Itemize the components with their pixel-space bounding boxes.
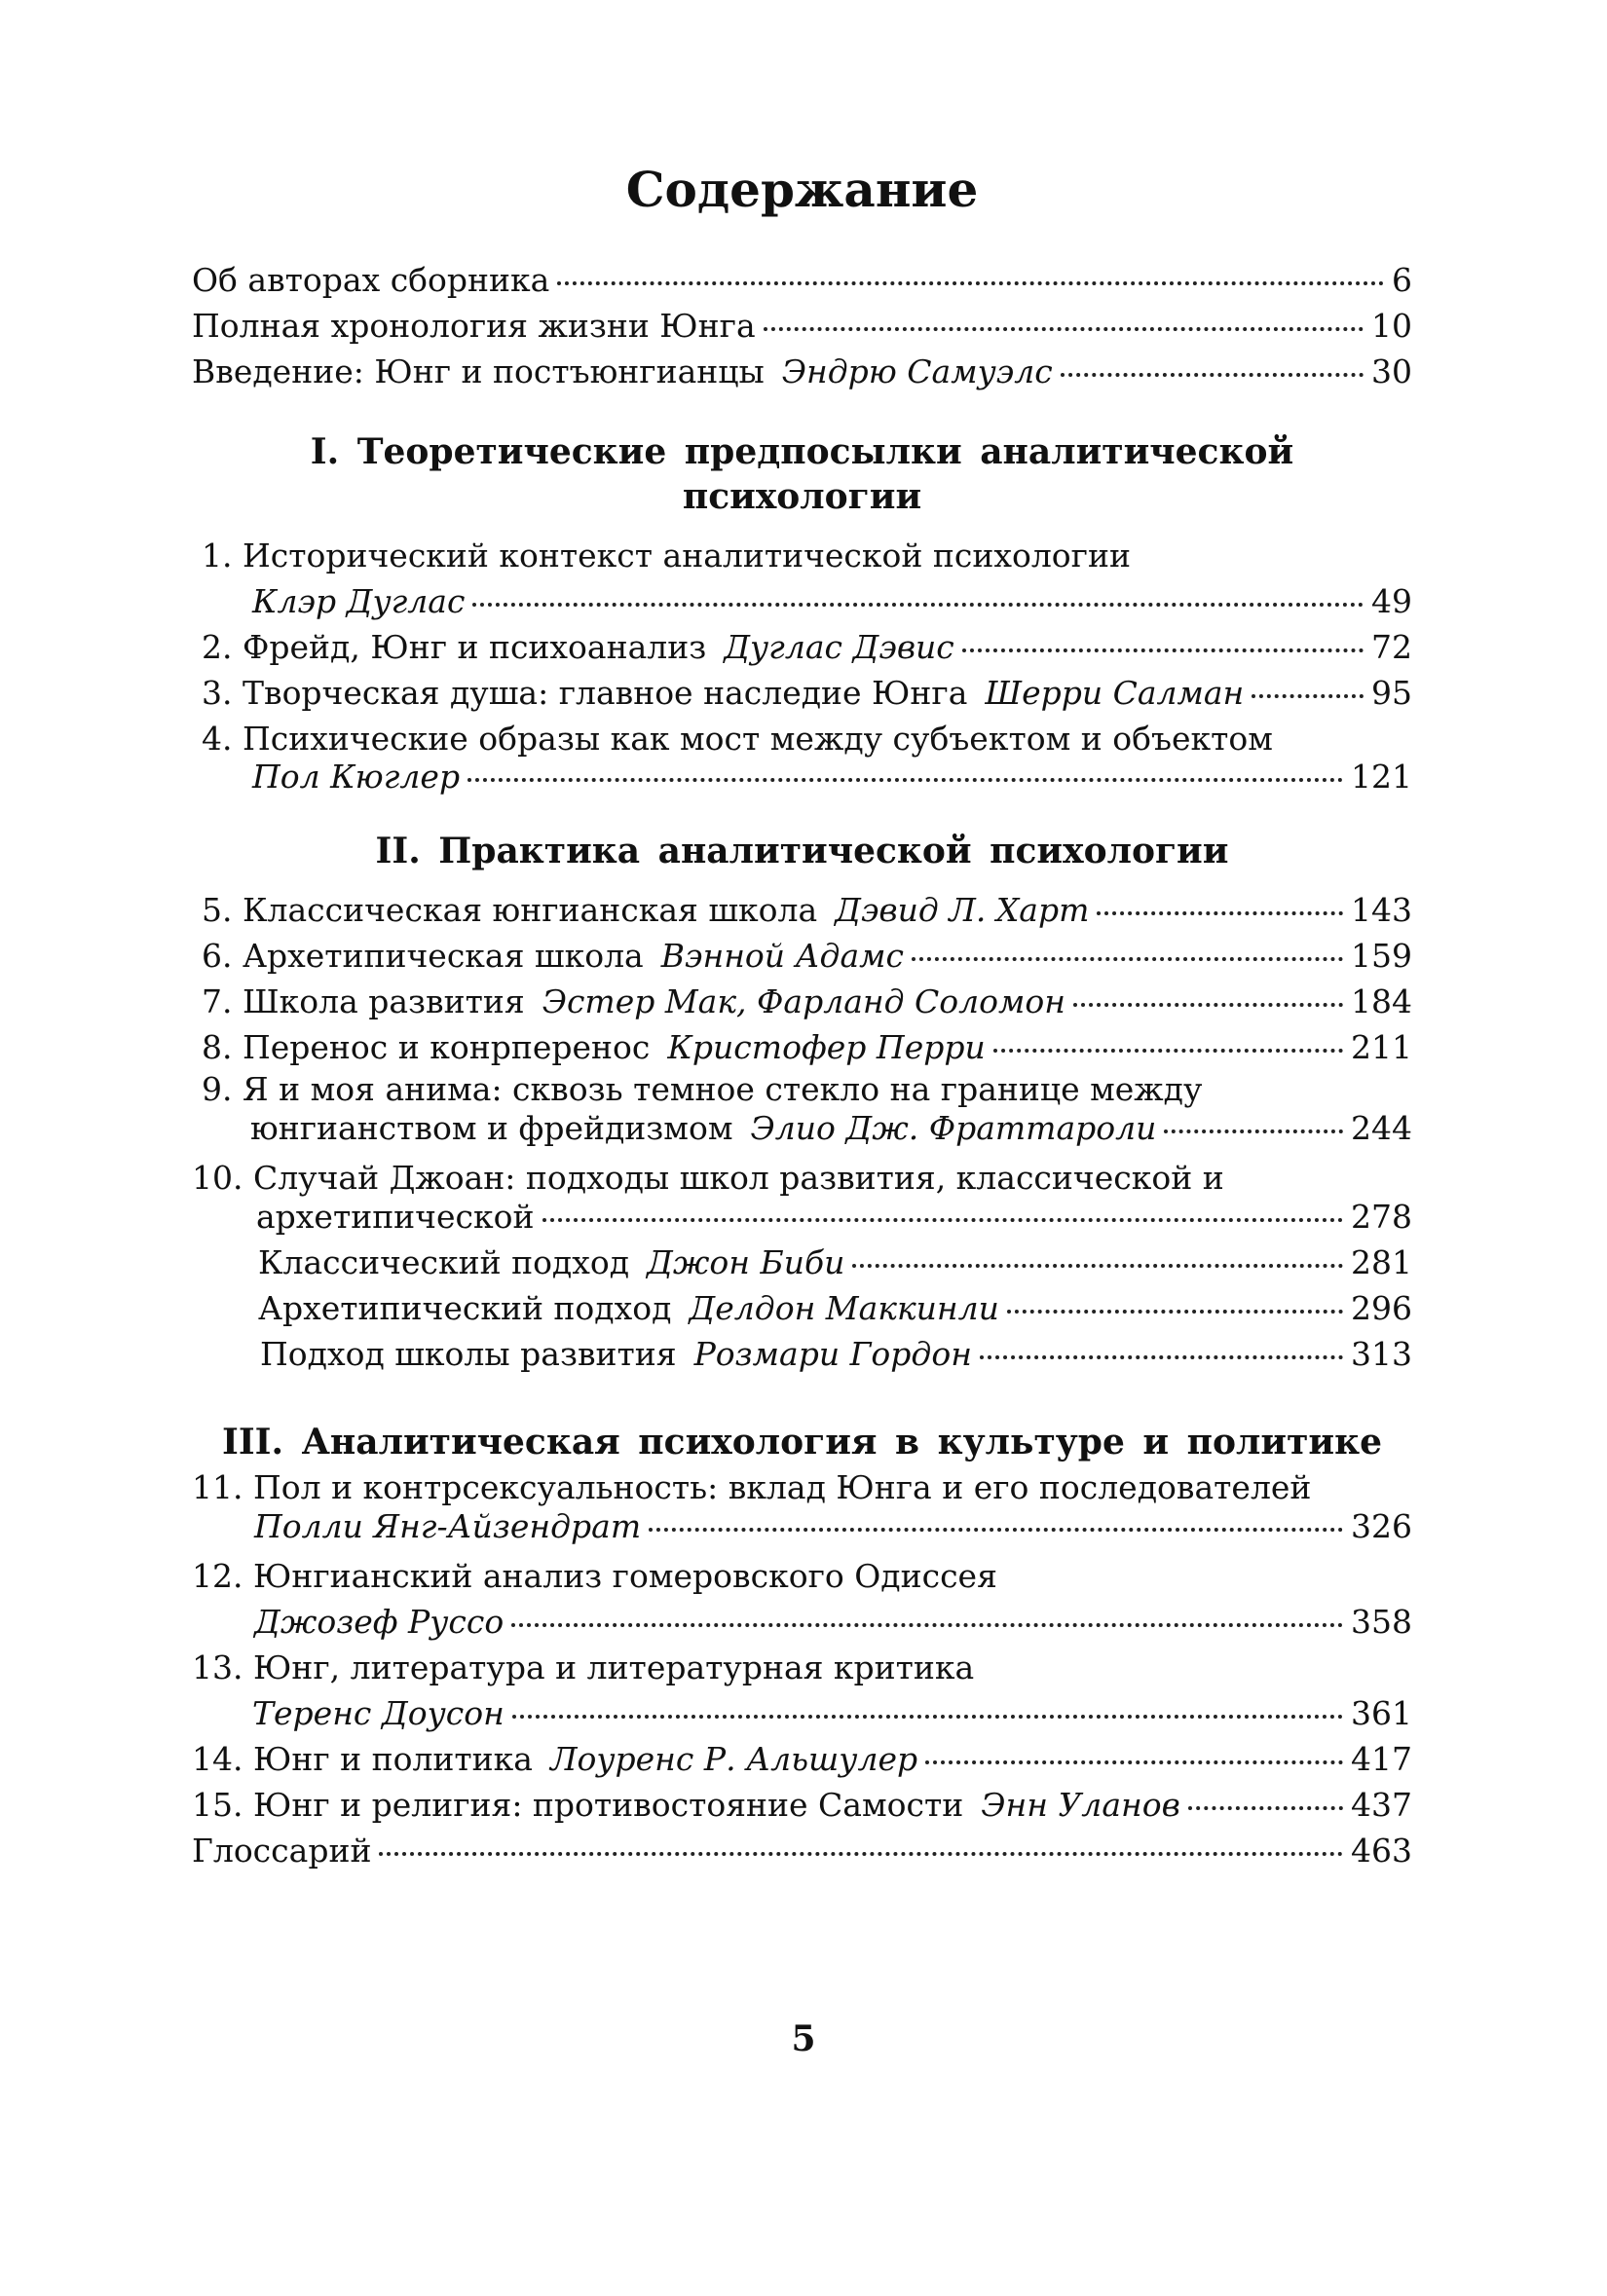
entry-page: 95 [1371, 674, 1412, 712]
entry-text: 14. Юнг и политика [192, 1740, 533, 1778]
entry-text: 7. Школа развития [202, 982, 525, 1020]
toc-entry-ch7[interactable] [192, 979, 1412, 1024]
entry-text: Архетипический подход [258, 1289, 672, 1327]
dot-leader [1007, 1310, 1343, 1314]
entry-page: 49 [1371, 582, 1412, 620]
toc-entry-ch5[interactable] [192, 887, 1412, 933]
dot-leader [512, 1715, 1343, 1719]
section-title-line: I. Теоретические предпосылки аналитической [310, 431, 1294, 472]
toc-entry-ch12[interactable] [192, 1599, 1412, 1645]
entry-text: 5. Классическая юнгианская школа [202, 891, 818, 929]
toc-entry-ch15[interactable] [192, 1782, 1412, 1828]
entry-text: 15. Юнг и религия: противостояние Самости [192, 1786, 964, 1824]
dot-leader [1061, 373, 1364, 377]
entry-author: Делдон Маккинли [689, 1289, 999, 1327]
toc-entry-ch11[interactable] [192, 1503, 1412, 1549]
entry-author: Элио Дж. Фраттароли [750, 1109, 1157, 1147]
entry-text: 3. Творческая душа: главное наследие Юнга [202, 674, 968, 712]
toc-entry-ch1[interactable] [192, 578, 1412, 624]
toc-entry-ch13-title[interactable] [192, 1645, 1412, 1690]
dot-leader [1097, 911, 1343, 915]
entry-author: Эстер Мак, Фарланд Соломон [542, 982, 1066, 1020]
section-title-part-1 [192, 429, 1412, 519]
dot-leader [925, 1760, 1343, 1764]
entry-page: 437 [1351, 1786, 1412, 1824]
toc-entry-ch10-title[interactable] [192, 1159, 1412, 1197]
entry-page: 358 [1351, 1603, 1412, 1641]
section-title-part-2: II. Практика аналитической психологии [375, 831, 1229, 871]
page-number: 5 [791, 2018, 816, 2059]
toc-entry-ch13[interactable] [192, 1690, 1412, 1736]
toc-entry-ch10-developmental[interactable] [192, 1331, 1412, 1377]
entry-author: Джозеф Руссо [254, 1603, 505, 1641]
dot-leader [764, 327, 1364, 331]
entry-text: 11. Пол и контрсексуальность: вклад Юнга и его последователей [192, 1468, 1312, 1506]
toc-entry-ch10-archetypal[interactable] [192, 1285, 1412, 1331]
toc-entry-authors[interactable] [192, 257, 1412, 303]
entry-author: Лоуренс Р. Альшулер [549, 1740, 918, 1778]
entry-text: 12. Юнгианский анализ гомеровского Одиссея [192, 1557, 997, 1595]
entry-text: Подход школы развития [260, 1335, 677, 1373]
toc-entry-ch12-title[interactable] [192, 1553, 1412, 1599]
entry-page: 281 [1351, 1243, 1412, 1281]
entry-author: Пол Кюглер [252, 758, 461, 796]
entry-page: 244 [1351, 1109, 1412, 1147]
entry-author: Шерри Салман [985, 674, 1245, 712]
entry-text: Глоссарий [192, 1832, 372, 1870]
entry-page: 184 [1351, 982, 1412, 1020]
toc-entry-ch14[interactable] [192, 1736, 1412, 1782]
dot-leader [557, 281, 1384, 285]
entry-page: 463 [1351, 1832, 1412, 1870]
dot-leader [649, 1528, 1343, 1532]
entry-text: Об авторах сборника [192, 261, 550, 299]
toc-entry-ch8[interactable] [192, 1024, 1412, 1070]
entry-page: 211 [1351, 1028, 1412, 1066]
entry-text: 8. Перенос и конрперенос [202, 1028, 651, 1066]
entry-page: 361 [1351, 1694, 1412, 1732]
dot-leader [1073, 1003, 1343, 1007]
toc-entry-ch3[interactable] [192, 670, 1412, 716]
entry-text: 9. Я и моя анима: сквозь темное стекло на границе между [202, 1070, 1203, 1108]
entry-page: 143 [1351, 891, 1412, 929]
toc-entry-ch6[interactable] [192, 933, 1412, 979]
dot-leader [1252, 694, 1364, 698]
entry-text: 4. Психические образы как мост между субъектом и объектом [202, 720, 1273, 758]
page-title: Содержание [625, 161, 979, 218]
toc-entry-ch9-title[interactable] [192, 1070, 1412, 1108]
entry-page: 30 [1371, 352, 1412, 390]
toc-entry-ch1-title[interactable] [192, 533, 1412, 578]
entry-page: 72 [1371, 628, 1412, 666]
dot-leader [511, 1623, 1343, 1627]
entry-author: Эндрю Самуэлс [781, 352, 1053, 390]
entry-page: 326 [1351, 1507, 1412, 1545]
entry-text: 6. Архетипическая школа [202, 937, 644, 975]
dot-leader [993, 1049, 1343, 1053]
entry-author: Дэвид Л. Харт [835, 891, 1090, 929]
entry-author: Клэр Дуглас [252, 582, 466, 620]
toc-entry-ch9[interactable] [192, 1105, 1412, 1151]
toc-entry-introduction[interactable] [192, 349, 1412, 394]
entry-text: Введение: Юнг и постъюнгианцы [192, 352, 765, 390]
entry-author: Полли Янг-Айзендрат [254, 1507, 642, 1545]
entry-text: 10. Случай Джоан: подходы школ развития, классической и [192, 1159, 1224, 1197]
dot-leader [962, 648, 1364, 652]
entry-page: 278 [1351, 1198, 1412, 1236]
toc-entry-ch10-classical[interactable] [192, 1240, 1412, 1285]
entry-page: 10 [1371, 307, 1412, 345]
entry-page: 6 [1392, 261, 1412, 299]
entry-author: Дуглас Дэвис [724, 628, 954, 666]
entry-page: 417 [1351, 1740, 1412, 1778]
entry-author: Энн Уланов [981, 1786, 1180, 1824]
entry-text: 1. Исторический контекст аналитической психологии [202, 537, 1131, 574]
dot-leader [852, 1264, 1343, 1268]
entry-author: Теренс Доусон [252, 1694, 505, 1732]
dot-leader [1164, 1129, 1343, 1133]
dot-leader [980, 1355, 1343, 1359]
table-of-contents [192, 156, 1412, 1873]
dot-leader [467, 778, 1343, 782]
entry-author: Кристофер Перри [667, 1028, 986, 1066]
dot-leader [912, 957, 1343, 961]
toc-entry-ch11-title[interactable] [192, 1468, 1412, 1506]
entry-author: Джон Биби [647, 1243, 845, 1281]
entry-page: 121 [1351, 758, 1412, 796]
toc-entry-chronology[interactable] [192, 303, 1412, 349]
entry-page: 159 [1351, 937, 1412, 975]
entry-author: Розмари Гордон [693, 1335, 972, 1373]
toc-entry-glossary[interactable] [192, 1828, 1412, 1873]
dot-leader [542, 1218, 1344, 1222]
entry-text: архетипической [256, 1198, 535, 1236]
entry-page: 296 [1351, 1289, 1412, 1327]
entry-text: юнгианством и фрейдизмом [250, 1109, 733, 1147]
entry-text: 13. Юнг, литература и литературная критика [192, 1648, 975, 1686]
dot-leader [379, 1852, 1343, 1856]
entry-page: 313 [1351, 1335, 1412, 1373]
dot-leader [472, 603, 1364, 607]
dot-leader [1188, 1806, 1343, 1810]
section-title-line: психологии [682, 476, 922, 517]
entry-text: Классический подход [258, 1243, 630, 1281]
toc-entry-ch2[interactable] [192, 624, 1412, 670]
toc-entry-ch10[interactable] [192, 1194, 1412, 1240]
entry-text: 2. Фрейд, Юнг и психоанализ [202, 628, 707, 666]
entry-text: Полная хронология жизни Юнга [192, 307, 756, 345]
section-title-part-3: III. Аналитическая психология в культуре и политике [222, 1422, 1382, 1463]
entry-author: Вэнной Адамс [660, 937, 904, 975]
